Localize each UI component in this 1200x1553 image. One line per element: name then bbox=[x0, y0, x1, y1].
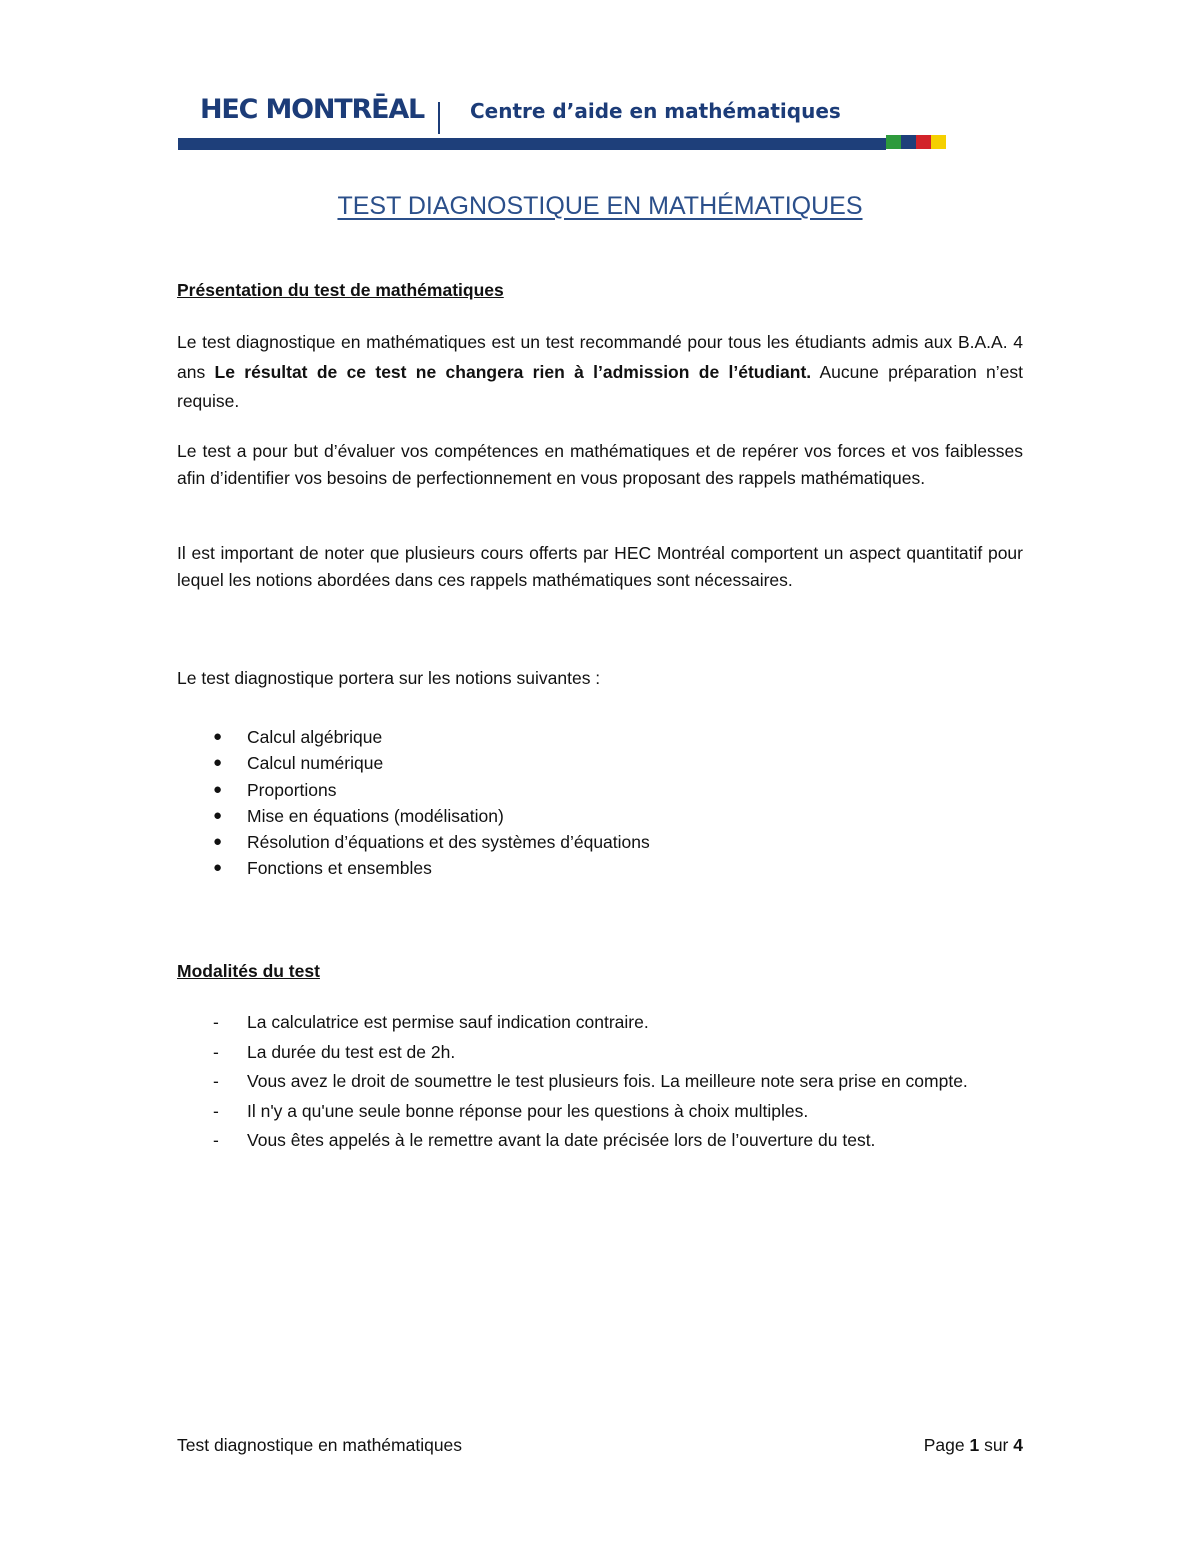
page-header bbox=[178, 90, 946, 152]
notions-intro: Le test diagnostique portera sur les notions suivantes : bbox=[177, 668, 601, 688]
dash-icon: - bbox=[213, 1130, 219, 1150]
header-divider bbox=[438, 102, 440, 134]
presentation-heading-block bbox=[177, 280, 1023, 301]
p1-text-start: Le test diagnostique en mathématiques est un test recommandé pour tous les étudiants admis aux B.A.A. 4 ans bbox=[177, 332, 1023, 382]
p1-text-end: Aucune préparation n’est requise. bbox=[177, 361, 1023, 411]
dash-icon: - bbox=[213, 1041, 219, 1062]
dash-icon: - bbox=[213, 1071, 219, 1091]
list-item: ● Résolution d’équations et des systèmes d’équations bbox=[177, 829, 650, 855]
list-item: ● Calcul algébrique bbox=[177, 724, 650, 750]
list-item: - Il n'y a qu'une seule bonne réponse pour les questions à choix multiples. bbox=[177, 1097, 1023, 1127]
presentation-heading: Présentation du test de mathématiques bbox=[177, 280, 504, 300]
dash-icon: - bbox=[213, 1100, 219, 1121]
notions-list bbox=[177, 724, 650, 882]
header-bar bbox=[178, 138, 886, 150]
list-item: ● Proportions bbox=[177, 777, 650, 803]
bullet-icon: ● bbox=[213, 859, 223, 877]
presentation-paragraph-2: Le test a pour but d’évaluer vos compétences en mathématiques et de repérer vos forces et vos faiblesses afin d’identifier vos besoins de perfectionnement en vous proposant des rappels mathématiques. bbox=[177, 441, 1023, 488]
presentation-paragraph-1 bbox=[177, 328, 1023, 417]
dash-icon: - bbox=[213, 1012, 219, 1032]
footer-document-name: Test diagnostique en mathématiques bbox=[177, 1435, 463, 1455]
bullet-icon: ● bbox=[213, 754, 223, 772]
accent-square bbox=[901, 135, 916, 149]
document-title: TEST DIAGNOSTIQUE EN MATHÉMATIQUES bbox=[337, 192, 863, 220]
modalites-list bbox=[177, 1008, 1023, 1156]
header-subtitle: Centre d’aide en mathématiques bbox=[470, 99, 841, 123]
modalites-heading-block bbox=[177, 961, 1023, 982]
list-item: - La durée du test est de 2h. bbox=[177, 1038, 1023, 1068]
page-number: Page 1 sur 4 bbox=[923, 1435, 1023, 1455]
hec-montreal-logo: HEC MONTRĒAL bbox=[200, 94, 425, 125]
list-item: ● Calcul numérique bbox=[177, 750, 650, 776]
accent-square bbox=[916, 135, 931, 149]
list-item: ● Mise en équations (modélisation) bbox=[177, 803, 650, 829]
list-item: - Vous êtes appelés à le remettre avant la date précisée lors de l’ouverture du test. bbox=[177, 1126, 1023, 1156]
presentation-paragraph-3: Il est important de noter que plusieurs cours offerts par HEC Montréal comportent un aspect quantitatif pour lequel les notions abordées dans ces rappels mathématiques sont nécessaires. bbox=[177, 543, 1023, 590]
modalites-heading: Modalités du test bbox=[177, 961, 320, 981]
bullet-icon: ● bbox=[213, 728, 223, 745]
accent-square bbox=[931, 135, 946, 149]
list-item: - Vous avez le droit de soumettre le test plusieurs fois. La meilleure note sera prise en compte. bbox=[177, 1067, 1023, 1097]
p1-bold-statement: Le résultat de ce test ne changera rien à l’admission de l’étudiant. bbox=[214, 361, 812, 382]
header-color-squares bbox=[886, 135, 946, 149]
accent-square bbox=[886, 135, 901, 149]
bullet-icon: ● bbox=[213, 806, 223, 824]
list-item: - La calculatrice est permise sauf indication contraire. bbox=[177, 1008, 1023, 1038]
bullet-icon: ● bbox=[213, 780, 223, 798]
bullet-icon: ● bbox=[213, 833, 223, 851]
list-item: ● Fonctions et ensembles bbox=[177, 855, 650, 881]
